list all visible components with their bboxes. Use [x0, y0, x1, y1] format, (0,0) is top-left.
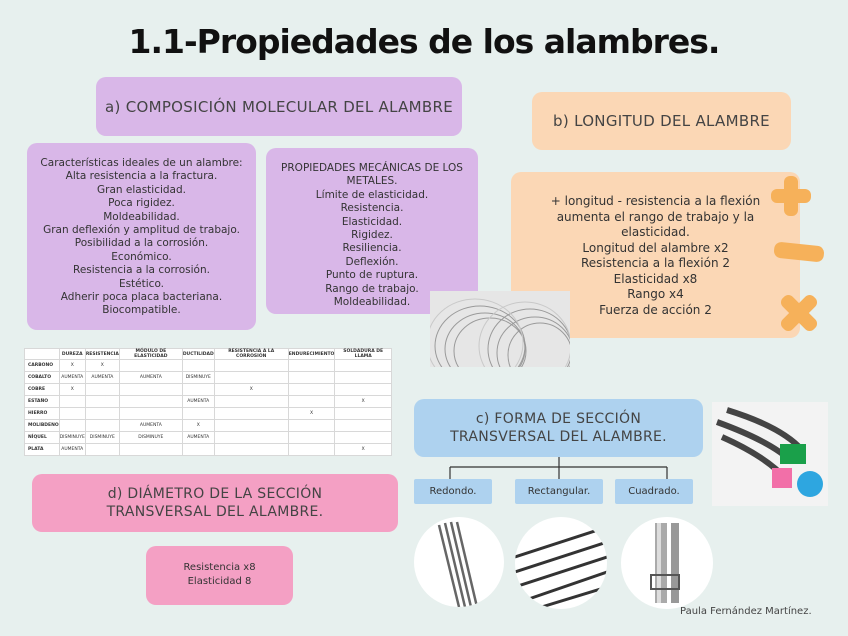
- mechanical-item: Límite de elasticidad.: [315, 188, 429, 201]
- table-cell: [335, 360, 392, 372]
- author-name: Paula Fernández Martínez.: [680, 606, 812, 617]
- diameter-item: Resistencia x8: [183, 562, 256, 573]
- table-cell: [335, 384, 392, 396]
- table-cell: X: [288, 408, 335, 420]
- mechanical-item: Deflexión.: [345, 255, 399, 268]
- table-cell: [182, 444, 214, 456]
- table-header-row: [25, 349, 392, 360]
- ideal-characteristics-box: [27, 143, 256, 330]
- table-cell: [288, 360, 335, 372]
- mechanical-item: PROPIEDADES MECÁNICAS DE LOS: [281, 162, 463, 174]
- section-d-header-line: TRANSVERSAL DEL ALAMBRE.: [106, 504, 324, 520]
- ideal-item: Gran elasticidad.: [97, 183, 186, 196]
- table-cell: DISMINUYE: [119, 432, 182, 444]
- table-cell: [85, 396, 119, 408]
- table-cell: AUMENTA: [119, 372, 182, 384]
- table-cell: [119, 408, 182, 420]
- table-cell: [85, 444, 119, 456]
- diameter-box: [146, 546, 293, 605]
- length-item: Fuerza de acción 2: [599, 302, 712, 317]
- table-row: [25, 396, 392, 408]
- length-item: Elasticidad x8: [613, 271, 698, 286]
- table-header: MÓDULO DE ELASTICIDAD: [119, 349, 182, 360]
- ideal-item: Poca rigidez.: [108, 197, 175, 210]
- wire-coil-photo: [430, 291, 570, 367]
- mechanical-properties-box: [266, 148, 478, 314]
- table-cell: [119, 396, 182, 408]
- minus-icon: [772, 238, 826, 268]
- table-cell: [335, 420, 392, 432]
- page-title: 1.1-Propiedades de los alambres.: [128, 22, 720, 61]
- table-cell: [214, 432, 288, 444]
- table-cell: [59, 396, 85, 408]
- table-row: [25, 420, 392, 432]
- section-a-header: a) COMPOSICIÓN MOLECULAR DEL ALAMBRE: [96, 77, 462, 136]
- table-header: SOLDADURA DE LLAMA: [335, 349, 392, 360]
- section-c-header-line: c) FORMA DE SECCIÓN: [475, 411, 642, 427]
- mechanical-item: Resistencia.: [340, 202, 404, 215]
- table-cell: [214, 408, 288, 420]
- plus-icon: [768, 172, 814, 220]
- ideal-item: Biocompatible.: [102, 304, 181, 317]
- table-cell: [214, 372, 288, 384]
- table-row-label: HIERRO: [25, 408, 60, 420]
- table-cell: DISMINUYE: [85, 432, 119, 444]
- table-cell: [182, 360, 214, 372]
- length-item: aumenta el rango de trabajo y la: [556, 209, 755, 224]
- table-cell: AUMENTA: [119, 420, 182, 432]
- table-cell: AUMENTA: [85, 372, 119, 384]
- ideal-item: Alta resistencia a la fractura.: [65, 170, 218, 183]
- length-item: + longitud - resistencia a la flexión: [550, 194, 761, 208]
- length-item: Rango x4: [627, 287, 684, 301]
- mechanical-item: Rigidez.: [351, 229, 393, 242]
- table-row-label: CARBONO: [25, 360, 60, 372]
- table-cell: DISMINUYE: [59, 432, 85, 444]
- ideal-item: Económico.: [111, 250, 172, 263]
- table-cell: X: [59, 360, 85, 372]
- table-row-label: PLATA: [25, 444, 60, 456]
- ideal-item: Gran deflexión y amplitud de trabajo.: [43, 224, 240, 237]
- table-cell: AUMENTA: [182, 432, 214, 444]
- wire-cross-section-photo: [712, 402, 828, 506]
- section-c-header-line: TRANSVERSAL DEL ALAMBRE.: [450, 429, 667, 445]
- table-cell: AUMENTA: [59, 372, 85, 384]
- table-cell: X: [335, 396, 392, 408]
- table-cell: X: [182, 420, 214, 432]
- table-header: DUREZA: [59, 349, 85, 360]
- table-header: RESISTENCIA: [85, 349, 119, 360]
- length-item: elasticidad.: [621, 225, 690, 239]
- tree-connector: [414, 457, 704, 481]
- table-cell: [119, 444, 182, 456]
- table-cell: [85, 408, 119, 420]
- length-item: Resistencia a la flexión 2: [580, 256, 731, 270]
- ideal-item: Resistencia a la corrosión.: [73, 264, 210, 277]
- table-cell: [214, 360, 288, 372]
- table-cell: [119, 360, 182, 372]
- table-row: [25, 444, 392, 456]
- mechanical-item: Elasticidad.: [341, 215, 403, 228]
- alloy-elements-table: [24, 348, 392, 456]
- table-row-label: NÍQUEL: [25, 432, 60, 444]
- table-cell: [85, 384, 119, 396]
- mechanical-item: METALES.: [346, 175, 398, 188]
- table-header: DUCTILIDAD: [182, 349, 214, 360]
- table-row-label: COBRE: [25, 384, 60, 396]
- ideal-item: Posibilidad a la corrosión.: [74, 237, 209, 250]
- ideal-item: Características ideales de un alambre:: [40, 157, 243, 169]
- table-cell: [288, 384, 335, 396]
- table-cell: AUMENTA: [182, 396, 214, 408]
- ideal-item: Estético.: [118, 277, 165, 290]
- table-row-label: COBALTO: [25, 372, 60, 384]
- table-cell: [85, 420, 119, 432]
- length-item: Longitud del alambre x2: [582, 240, 729, 255]
- table-cell: DISMINUYE: [182, 372, 214, 384]
- table-cell: [182, 408, 214, 420]
- ideal-item: Moldeabilidad.: [103, 210, 180, 223]
- table-cell: [288, 396, 335, 408]
- table-cell: [335, 408, 392, 420]
- table-header: ENDURECIMIENTO: [288, 349, 335, 360]
- table-cell: [288, 444, 335, 456]
- table-cell: [119, 384, 182, 396]
- section-b-header: b) LONGITUD DEL ALAMBRE: [532, 92, 791, 150]
- shape-square-label: Cuadrado.: [615, 479, 693, 504]
- section-d-header-line: d) DIÁMETRO DE LA SECCIÓN: [107, 486, 323, 502]
- table-row: [25, 408, 392, 420]
- table-row: [25, 384, 392, 396]
- table-cell: [59, 420, 85, 432]
- mechanical-item: Punto de ruptura.: [325, 269, 419, 282]
- table-cell: [288, 420, 335, 432]
- rectangular-wire-photo: [515, 517, 607, 609]
- table-cell: [288, 432, 335, 444]
- table-cell: [335, 432, 392, 444]
- table-cell: [59, 408, 85, 420]
- mechanical-item: Resiliencia.: [342, 242, 402, 255]
- table-cell: [214, 444, 288, 456]
- table-cell: X: [335, 444, 392, 456]
- table-cell: X: [214, 384, 288, 396]
- section-c-header: [414, 399, 703, 457]
- table-cell: [335, 372, 392, 384]
- table-cell: X: [59, 384, 85, 396]
- round-wire-photo: [414, 517, 504, 607]
- square-wire-photo: [621, 517, 713, 609]
- table-row-label: ESTAÑO: [25, 396, 60, 408]
- mechanical-item: Rango de trabajo.: [325, 282, 419, 295]
- table-header: RESISTENCIA A LA CORROSIÓN: [214, 349, 288, 360]
- table-row-label: MOLIBDENO: [25, 420, 60, 432]
- table-cell: X: [85, 360, 119, 372]
- table-cell: [214, 420, 288, 432]
- table-cell: [288, 372, 335, 384]
- times-icon: [774, 288, 824, 338]
- mechanical-item: Moldeabilidad.: [333, 296, 411, 309]
- ideal-item: Adherir poca placa bacteriana.: [60, 291, 223, 304]
- table-cell: AUMENTA: [59, 444, 85, 456]
- shape-round-label: Redondo.: [414, 479, 492, 504]
- table-row: [25, 360, 392, 372]
- table-row: [25, 432, 392, 444]
- table-row: [25, 372, 392, 384]
- table-cell: [182, 384, 214, 396]
- shape-rectangular-label: Rectangular.: [515, 479, 603, 504]
- diameter-item: Elasticidad 8: [187, 576, 252, 587]
- section-d-header: [32, 474, 398, 532]
- table-cell: [214, 396, 288, 408]
- table-header: [25, 349, 60, 360]
